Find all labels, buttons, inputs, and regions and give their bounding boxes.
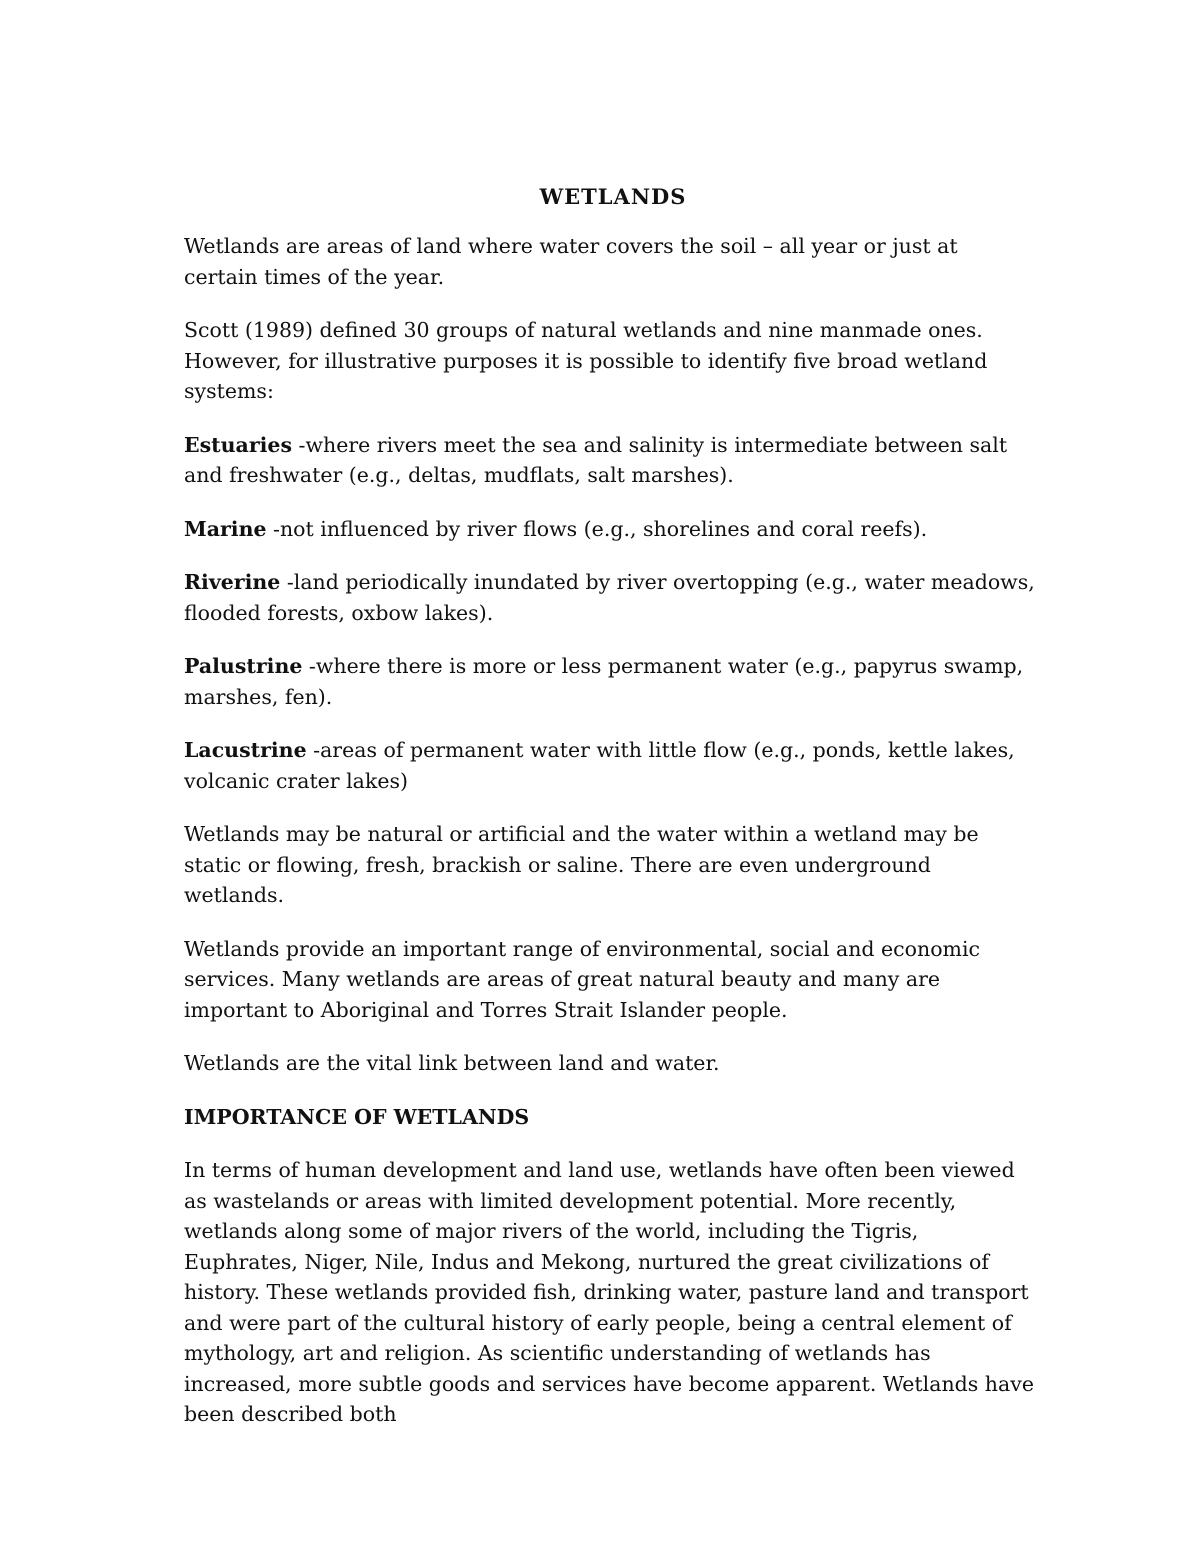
document-page xyxy=(184,184,1036,1453)
system-marine xyxy=(184,514,1036,545)
paragraph-vital-link: Wetlands are the vital link between land and water. xyxy=(184,1051,720,1075)
system-definition: -land periodically inundated by river overtopping (e.g., water meadows, flooded forests, oxbow lakes). xyxy=(184,570,1035,625)
system-lacustrine xyxy=(184,735,1036,796)
system-estuaries xyxy=(184,430,1036,491)
paragraph-importance: In terms of human development and land use, wetlands have often been viewed as wastelands or areas with limited development potential. More recently, wetlands along some of major rivers of the world, including the Tigris, Euphrates, Niger, Nile, Indus and Mekong, nurtured the great civilizations of history. These wetlands provided fish, drinking water, pasture land and transport and were part of the cultural history of early people, being a central element of mythology, art and religion. As scientific understanding of wetlands has increased, more subtle goods and services have become apparent. Wetlands have been described both xyxy=(184,1158,1034,1426)
system-riverine xyxy=(184,567,1036,628)
paragraph-services: Wetlands provide an important range of environmental, social and economic services. Many wetlands are areas of great natural beauty and many are important to Aboriginal and Torres Strait Islander people. xyxy=(184,936,981,1022)
paragraph-definition: Wetlands are areas of land where water covers the soil – all year or just at certain times of the year. xyxy=(184,234,958,289)
system-term: Marine xyxy=(184,516,267,541)
paragraph-natural-artificial: Wetlands may be natural or artificial and the water within a wetland may be static or flowing, fresh, brackish or saline. There are even underground wetlands. xyxy=(184,822,979,907)
system-definition: -areas of permanent water with little flow (e.g., ponds, kettle lakes, volcanic crater lakes) xyxy=(184,738,1015,793)
system-palustrine xyxy=(184,651,1036,712)
system-term: Lacustrine xyxy=(184,738,307,762)
section-heading: IMPORTANCE OF WETLANDS xyxy=(184,1104,530,1129)
system-definition: -not influenced by river flows (e.g., shorelines and coral reefs). xyxy=(266,516,928,541)
system-term: Palustrine xyxy=(184,654,303,678)
paragraph-scott: Scott (1989) defined 30 groups of natural wetlands and nine manmade ones. However, for illustrative purposes it is possible to identify five broad wetland systems: xyxy=(184,318,988,403)
system-definition: -where there is more or less permanent water (e.g., papyrus swamp, marshes, fen). xyxy=(184,654,1024,709)
system-definition: -where rivers meet the sea and salinity is intermediate between salt and freshwater (e.g., deltas, mudflats, salt marshes). xyxy=(184,432,1008,487)
system-term: Riverine xyxy=(184,570,281,594)
system-term: Estuaries xyxy=(184,432,292,457)
document-title: WETLANDS xyxy=(539,184,687,209)
